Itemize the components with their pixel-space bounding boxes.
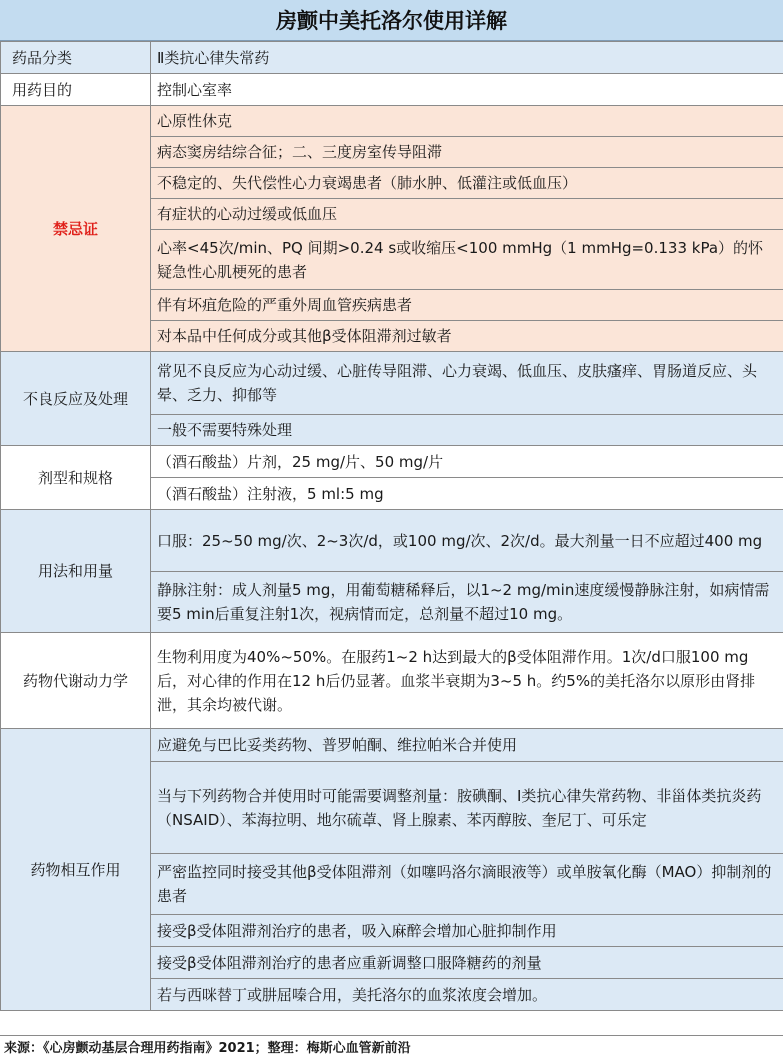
pk-value: 生物利用度为40%~50%。在服药1~2 h达到最大的β受体阻滞作用。1次/d口服100 mg后，对心律的作用在12 h后仍显著。血浆半衰期为3~5 h。约5%的美托洛尔以原形由肾排泄，其余均被代谢。 <box>151 633 783 729</box>
dosage-item: 口服：25~50 mg/次、2~3次/d，或100 mg/次、2次/d。最大剂量一日不应超过400 mg <box>151 510 783 572</box>
form-item: （酒石酸盐）注射液，5 ml:5 mg <box>151 478 783 510</box>
row-value: 控制心室率 <box>151 74 783 106</box>
interaction-item: 若与西咪替丁或肼屈嗪合用，美托洛尔的血浆浓度会增加。 <box>151 979 783 1011</box>
contraindication-item: 心原性休克 <box>151 106 783 137</box>
table-row-dosage <box>1 510 783 572</box>
row-label-contraindications: 禁忌证 <box>1 106 151 352</box>
interaction-item: 接受β受体阻滞剂治疗的患者应重新调整口服降糖药的剂量 <box>151 947 783 979</box>
row-label-adverse: 不良反应及处理 <box>1 352 151 446</box>
dosage-item: 静脉注射：成人剂量5 mg，用葡萄糖稀释后，以1~2 mg/min速度缓慢静脉注射，如病情需要5 min后重复注射1次，视病情而定，总剂量不超过10 mg。 <box>151 572 783 633</box>
contraindication-item: 有症状的心动过缓或低血压 <box>151 199 783 230</box>
interaction-item: 严密监控同时接受其他β受体阻滞剂（如噻吗洛尔滴眼液等）或单胺氧化酶（MAO）抑制剂的患者 <box>151 854 783 915</box>
contraindication-item: 伴有坏疽危险的严重外周血管疾病患者 <box>151 290 783 321</box>
row-label-pk: 药物代谢动力学 <box>1 633 151 729</box>
drug-table <box>0 41 783 1011</box>
page-title: 房颤中美托洛尔使用详解 <box>0 0 783 41</box>
table-row-forms <box>1 446 783 478</box>
interaction-item: 当与下列药物合并使用时可能需要调整剂量：胺碘酮、Ⅰ类抗心律失常药物、非甾体类抗炎药（NSAID）、苯海拉明、地尔硫䓬、肾上腺素、苯丙醇胺、奎尼丁、可乐定 <box>151 762 783 854</box>
contraindication-item: 心率<45次/min、PQ 间期>0.24 s或收缩压<100 mmHg（1 mmHg=0.133 kPa）的怀疑急性心肌梗死的患者 <box>151 230 783 290</box>
row-label: 用药目的 <box>1 74 151 106</box>
adverse-item: 常见不良反应为心动过缓、心脏传导阻滞、心力衰竭、低血压、皮肤瘙痒、胃肠道反应、头晕、乏力、抑郁等 <box>151 352 783 415</box>
row-value: Ⅱ类抗心律失常药 <box>151 42 783 74</box>
row-label-interactions: 药物相互作用 <box>1 729 151 1011</box>
table-row-interaction <box>1 729 783 762</box>
table-row-adverse <box>1 352 783 415</box>
contraindication-item: 病态窦房结综合征；二、三度房室传导阻滞 <box>151 137 783 168</box>
row-label-dosage: 用法和用量 <box>1 510 151 633</box>
table-row-purpose <box>1 74 783 106</box>
source-footer: 来源：《心房颤动基层合理用药指南》2021；整理：梅斯心血管新前沿 <box>0 1035 783 1061</box>
row-label-forms: 剂型和规格 <box>1 446 151 510</box>
row-label: 药品分类 <box>1 42 151 74</box>
adverse-item: 一般不需要特殊处理 <box>151 415 783 446</box>
contraindication-item: 不稳定的、失代偿性心力衰竭患者（肺水肿、低灌注或低血压） <box>151 168 783 199</box>
interaction-item: 接受β受体阻滞剂治疗的患者，吸入麻醉会增加心脏抑制作用 <box>151 915 783 947</box>
table-row-pk <box>1 633 783 729</box>
contraindication-item: 对本品中任何成分或其他β受体阻滞剂过敏者 <box>151 321 783 352</box>
interaction-item: 应避免与巴比妥类药物、普罗帕酮、维拉帕米合并使用 <box>151 729 783 762</box>
table-row-contraindication <box>1 106 783 137</box>
table-row-drug-class <box>1 42 783 74</box>
form-item: （酒石酸盐）片剂，25 mg/片、50 mg/片 <box>151 446 783 478</box>
